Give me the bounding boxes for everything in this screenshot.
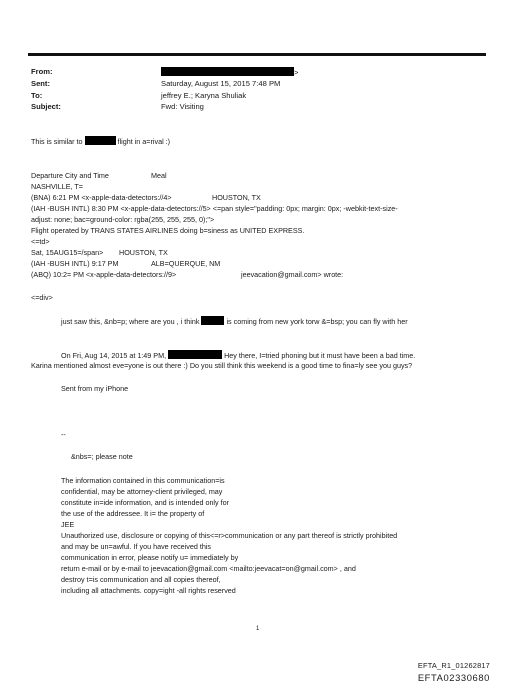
div-tag-line: <=div> <box>31 293 53 302</box>
flight-line: NASHVILLE, T= <box>31 182 84 191</box>
footer-ref-primary: EFTA_R1_01262817 <box>417 661 490 670</box>
signature-line: Sent from my iPhone <box>61 384 129 393</box>
flight-line: (ABQ) 10:2= PM <x-apple-data-detectors://9> <box>31 270 177 279</box>
separator-dashes: -- <box>61 430 66 439</box>
redaction-box <box>168 350 222 359</box>
sent-label: Sent: <box>31 79 50 88</box>
flight-line: HOUSTON, TX <box>212 193 261 202</box>
disclaimer-line: destroy t=is communication and all copies thereof, <box>61 575 221 584</box>
disclaimer-line: communication in error, please notify u= immediately by <box>61 553 239 562</box>
flight-line: Sat, 15AUG15=/span> <box>31 248 104 257</box>
reply-line <box>61 316 408 327</box>
redaction-box <box>201 316 224 325</box>
intro-after: flight in a=rival :) <box>117 137 171 146</box>
flight-line: (IAH -BUSH INTL) 9:17 PM <box>31 259 119 268</box>
reply-before: just saw this, &nb=p; where are you , i think <box>61 317 200 326</box>
intro-line <box>31 136 170 147</box>
header-rule <box>28 53 486 56</box>
page-number: 1 <box>256 626 260 632</box>
flight-line: <=td> <box>31 237 50 246</box>
disclaimer-line: and may be un=awful. If you have received this <box>61 542 212 551</box>
flight-line: jeevacation@gmail.com> wrote: <box>241 270 344 279</box>
to-label: To: <box>31 91 43 100</box>
flight-line: ALB=QUERQUE, NM <box>151 259 221 268</box>
subject-label: Subject: <box>31 102 61 111</box>
flight-line: Flight operated by TRANS STATES AIRLINES doing b=siness as UNITED EXPRESS. <box>31 226 305 235</box>
redaction-box <box>85 136 116 145</box>
disclaimer-line: Unauthorized use, disclosure or copying of this<=r>communication or any part thereof is strictly prohibited <box>61 531 398 540</box>
disclaimer-line: The information contained in this communication=is <box>61 476 225 485</box>
please-note-line: &nbs=; please note <box>71 452 133 461</box>
disclaimer-line: constitute in=ide information, and is intended only for <box>61 498 230 507</box>
from-value <box>161 67 298 77</box>
flight-line: HOUSTON, TX <box>119 248 168 257</box>
quoted-before: On Fri, Aug 14, 2015 at 1:49 PM, <box>61 351 167 360</box>
sent-value: Saturday, August 15, 2015 7:48 PM <box>161 79 281 88</box>
quoted-after: Hey there, I=tried phoning but it must have been a bad time. <box>224 351 416 360</box>
flight-line: (IAH -BUSH INTL) 8:30 PM <x-apple-data-detectors://5> <=pan style="padding: 0px; margin: 0px; -webkit-text-size- <box>31 204 398 213</box>
intro-before: This is similar to <box>31 137 83 146</box>
reply-after: is coming from new york torw &=bsp; you can fly with her <box>226 317 408 326</box>
subject-value: Fwd: Visiting <box>161 102 204 111</box>
disclaimer-line: return e-mail or by e-mail to jeevacation@gmail.com <mailto:jeevacat=on@gmail.com> , and <box>61 564 356 573</box>
quoted-body-line: Karina mentioned almost eve=yone is out there :) Do you still think this weekend is a good time to fina=ly see you guys? <box>31 361 413 370</box>
disclaimer-line: including all attachments. copy=ight -all rights reserved <box>61 586 236 595</box>
disclaimer-line: confidential, may be attorney-client privileged, may <box>61 487 223 496</box>
from-suffix: > <box>294 68 299 77</box>
quoted-header-line <box>61 350 415 361</box>
from-label: From: <box>31 67 53 76</box>
disclaimer-line: JEE <box>61 520 75 529</box>
to-value: jeffrey E.; Karyna Shuliak <box>161 91 247 100</box>
flight-line: Meal <box>151 171 167 180</box>
footer-ref-secondary: EFTA02330680 <box>417 672 490 683</box>
flight-line: adjust: none; bac=ground-color: rgba(255, 255, 255, 0);"> <box>31 215 215 224</box>
redaction-box <box>161 67 294 76</box>
flight-line: Departure City and Time <box>31 171 109 180</box>
flight-line: (BNA) 6:21 PM <x-apple-data-detectors://4> <box>31 193 172 202</box>
disclaimer-line: the use of the addressee. It i= the property of <box>61 509 205 518</box>
